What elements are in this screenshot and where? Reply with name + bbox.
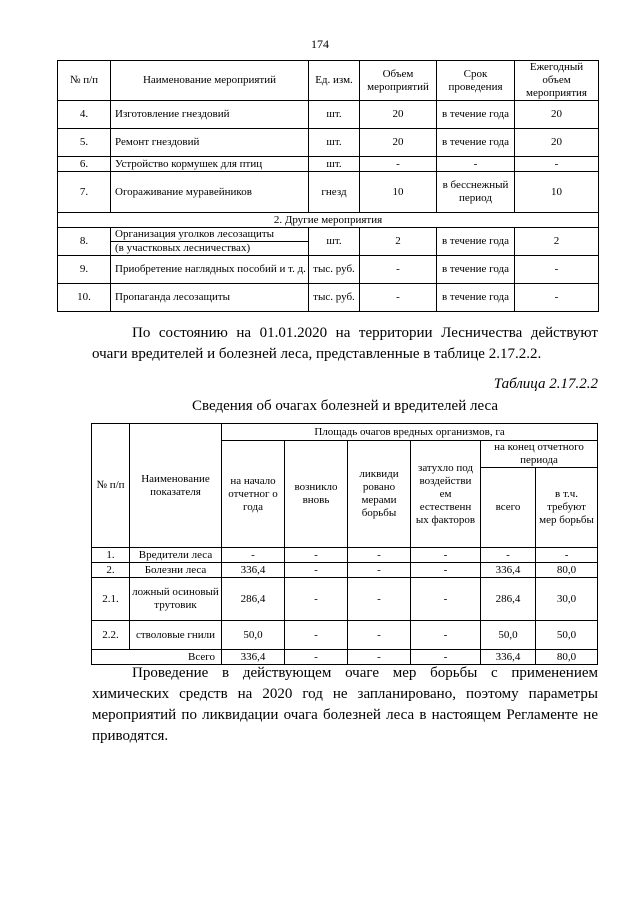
- total-label: Всего: [92, 650, 222, 665]
- header-start: на начало отчетног о года: [222, 441, 285, 548]
- row-num: 2.1.: [92, 578, 130, 621]
- header-term: Срок проведения: [437, 61, 515, 101]
- row-annual: 20: [515, 101, 599, 129]
- row-total: 50,0: [481, 621, 536, 650]
- row-num: 8.: [58, 228, 111, 256]
- section-title: 2. Другие мероприятия: [58, 213, 599, 228]
- table-title: Сведения об очагах болезней и вредителей леса: [192, 398, 498, 414]
- paragraph-2: Проведение в действующем очаге мер борьбы с применением химических средств на 2020 год не запланировано, поэтому параметры мероприятий по ликвидации очага болезней леса в настоящем Регламенте не приводятся.: [92, 665, 598, 744]
- row-need: 30,0: [536, 578, 598, 621]
- row-volume: 2: [360, 228, 437, 256]
- foci-table: [91, 423, 598, 665]
- row-name: Приобретение наглядных пособий и т. д.: [111, 256, 309, 284]
- row-term: -: [437, 157, 515, 172]
- row-unit: шт.: [309, 129, 360, 157]
- row-annual: 20: [515, 129, 599, 157]
- row-num: 1.: [92, 548, 130, 563]
- section-row: [58, 213, 599, 228]
- row-total: 336,4: [481, 563, 536, 578]
- row-term: в течение года: [437, 228, 515, 256]
- row-start: 286,4: [222, 578, 285, 621]
- total-start: 336,4: [222, 650, 285, 665]
- table-row: [58, 157, 599, 172]
- row-new: -: [285, 548, 348, 563]
- measures-table: [57, 60, 599, 312]
- header-end: на конец отчетного периода: [481, 441, 598, 468]
- header-liquidated: ликвиди ровано мерами борьбы: [348, 441, 411, 548]
- row-num: 4.: [58, 101, 111, 129]
- header-annual: Ежегодный объем мероприятия: [515, 61, 599, 101]
- header-need: в т.ч. требуют мер борьбы: [536, 468, 598, 548]
- total-faded: -: [411, 650, 481, 665]
- header-num: № п/п: [58, 61, 111, 101]
- header-unit: Ед. изм.: [309, 61, 360, 101]
- row-num: 5.: [58, 129, 111, 157]
- row-name: ложный осиновый трутовик: [130, 578, 222, 621]
- row-term: в течение года: [437, 101, 515, 129]
- row-unit: шт.: [309, 157, 360, 172]
- row-volume: -: [360, 256, 437, 284]
- table-row: [58, 101, 599, 129]
- row-unit: гнезд: [309, 172, 360, 213]
- table-header-row: [58, 61, 599, 101]
- row-name: Изготовление гнездовий: [111, 101, 309, 129]
- row-need: 50,0: [536, 621, 598, 650]
- row-liquidated: -: [348, 578, 411, 621]
- row-num: 2.2.: [92, 621, 130, 650]
- row-name: Организация уголков лесозащиты: [111, 228, 309, 242]
- paragraph-1: По состоянию на 01.01.2020 на территории Лесничества действуют очаги вредителей и болезней леса, представленные в таблице 2.17.2.2.: [92, 325, 598, 362]
- header-area: Площадь очагов вредных организмов, га: [222, 424, 598, 441]
- total-liquidated: -: [348, 650, 411, 665]
- row-volume: 20: [360, 101, 437, 129]
- row-num: 6.: [58, 157, 111, 172]
- header-name: Наименование мероприятий: [111, 61, 309, 101]
- row-name: Пропаганда лесозащиты: [111, 284, 309, 312]
- row-name: Болезни леса: [130, 563, 222, 578]
- row-annual: 2: [515, 228, 599, 256]
- table-header-row: [92, 424, 598, 441]
- header-new: возникло вновь: [285, 441, 348, 548]
- page-number: 174: [311, 37, 329, 51]
- row-volume: -: [360, 284, 437, 312]
- row-need: 80,0: [536, 563, 598, 578]
- table-row: [58, 228, 599, 242]
- row-num: 2.: [92, 563, 130, 578]
- row-annual: 10: [515, 172, 599, 213]
- row-name-sub: (в участковых лесничествах): [111, 242, 309, 256]
- row-need: -: [536, 548, 598, 563]
- table-row: [92, 621, 598, 650]
- table-row: [58, 284, 599, 312]
- row-name: Огораживание муравейников: [111, 172, 309, 213]
- row-name: Вредители леса: [130, 548, 222, 563]
- total-new: -: [285, 650, 348, 665]
- row-faded: -: [411, 563, 481, 578]
- row-faded: -: [411, 578, 481, 621]
- header-volume: Объем мероприятий: [360, 61, 437, 101]
- row-num: 9.: [58, 256, 111, 284]
- total-need: 80,0: [536, 650, 598, 665]
- row-faded: -: [411, 621, 481, 650]
- row-new: -: [285, 578, 348, 621]
- row-volume: 20: [360, 129, 437, 157]
- row-unit: тыс. руб.: [309, 256, 360, 284]
- header-num: № п/п: [92, 424, 130, 548]
- row-liquidated: -: [348, 563, 411, 578]
- row-new: -: [285, 621, 348, 650]
- table-row: [92, 563, 598, 578]
- row-volume: -: [360, 157, 437, 172]
- total-total: 336,4: [481, 650, 536, 665]
- row-name: Устройство кормушек для птиц: [111, 157, 309, 172]
- table-row: [92, 548, 598, 563]
- row-liquidated: -: [348, 548, 411, 563]
- row-volume: 10: [360, 172, 437, 213]
- row-name: Ремонт гнездовий: [111, 129, 309, 157]
- row-unit: шт.: [309, 101, 360, 129]
- row-liquidated: -: [348, 621, 411, 650]
- row-num: 10.: [58, 284, 111, 312]
- table-row: [92, 578, 598, 621]
- table-row: [58, 129, 599, 157]
- row-num: 7.: [58, 172, 111, 213]
- table-row: [58, 256, 599, 284]
- header-name: Наименование показателя: [130, 424, 222, 548]
- row-annual: -: [515, 256, 599, 284]
- row-annual: -: [515, 157, 599, 172]
- table-row: [58, 172, 599, 213]
- row-annual: -: [515, 284, 599, 312]
- row-faded: -: [411, 548, 481, 563]
- row-name: стволовые гнили: [130, 621, 222, 650]
- row-term: в течение года: [437, 256, 515, 284]
- table-caption: Таблица 2.17.2.2: [493, 376, 598, 392]
- row-new: -: [285, 563, 348, 578]
- row-term: в течение года: [437, 129, 515, 157]
- header-faded: затухло под воздействи ем естественн ых факторов: [411, 441, 481, 548]
- header-total: всего: [481, 468, 536, 548]
- row-start: 50,0: [222, 621, 285, 650]
- row-total: 286,4: [481, 578, 536, 621]
- row-unit: шт.: [309, 228, 360, 256]
- row-unit: тыс. руб.: [309, 284, 360, 312]
- row-term: в течение года: [437, 284, 515, 312]
- row-start: 336,4: [222, 563, 285, 578]
- row-start: -: [222, 548, 285, 563]
- row-term: в бесснежный период: [437, 172, 515, 213]
- row-total: -: [481, 548, 536, 563]
